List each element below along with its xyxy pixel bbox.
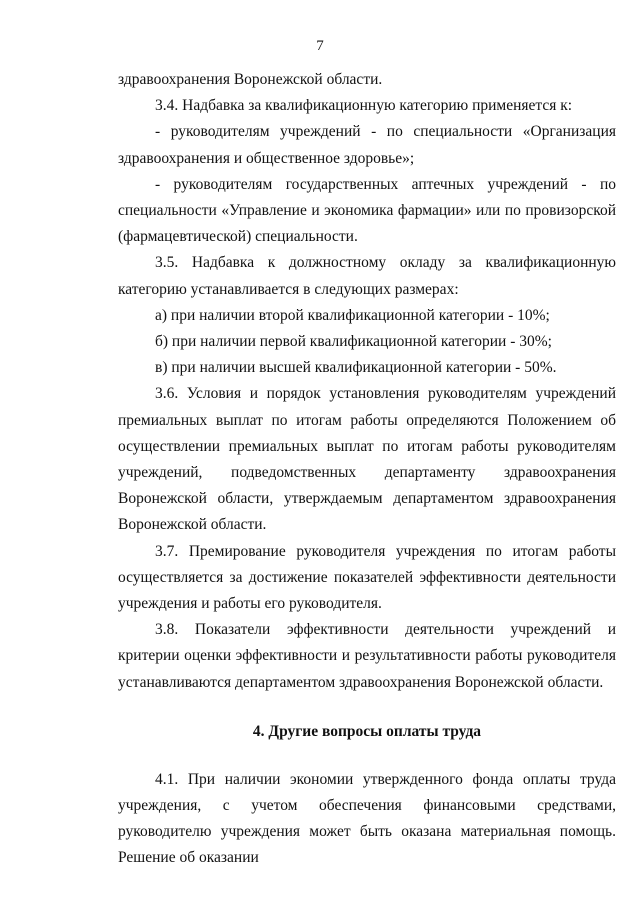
document-body	[118, 67, 616, 872]
section-4-heading: 4. Другие вопросы оплаты труда	[252, 722, 482, 740]
paragraph-3-5-item-b: б) при наличии первой квалификационной категории - 30%;	[155, 333, 552, 351]
paragraph-3-6: 3.6. Условия и порядок установления руководителям учреждений премиальных выплат по итогам работы определяются Положением об осуществлении премиальных выплат по итогам работы руководителям учреждений, подведомственных департаменту здравоохранения Воронежской области, утверждаемым департаментом здравоохранения Воронежской области.	[118, 385, 616, 534]
paragraph-3-4-item-a: - руководителям учреждений - по специальности «Организация здравоохранения и общественное здоровье»;	[118, 123, 616, 167]
paragraph-3-5-item-a: а) при наличии второй квалификационной категории - 10%;	[155, 306, 550, 324]
paragraph-continuation: здравоохранения Воронежской области.	[118, 71, 383, 88]
paragraph-3-4: 3.4. Надбавка за квалификационную категорию применяется к:	[155, 97, 573, 115]
paragraph-3-7: 3.7. Премирование руководителя учреждения по итогам работы осуществляется за достижение показателей эффективности деятельности учреждения и работы его руководителя.	[118, 542, 616, 613]
page-number: 7	[316, 38, 324, 54]
paragraph-4-1: 4.1. При наличии экономии утвержденного фонда оплаты труда учреждения, с учетом обеспечения финансовыми средствами, руководителю учреждения может быть оказана материальная помощь. Решение об оказании	[118, 770, 616, 867]
paragraph-3-8: 3.8. Показатели эффективности деятельности учреждений и критерии оценки эффективности и результативности работы руководителя устанавливаются департаментом здравоохранения Воронежской области.	[118, 621, 616, 691]
paragraph-3-5-item-c: в) при наличии высшей квалификационной категории - 50%.	[155, 359, 557, 377]
paragraph-3-4-item-b: - руководителям государственных аптечных учреждений - по специальности «Управление и экономика фармации» или по провизорской (фармацевтической) специальности.	[118, 175, 616, 246]
paragraph-3-5: 3.5. Надбавка к должностному окладу за квалификационную категорию устанавливается в следующих размерах:	[118, 254, 616, 298]
